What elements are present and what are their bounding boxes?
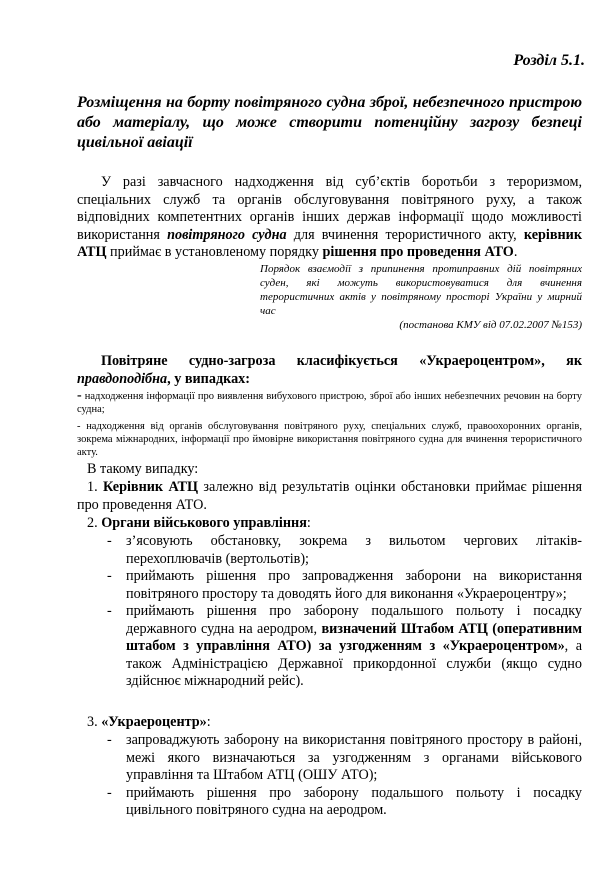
- intro-paragraph: [77, 174, 582, 262]
- intro-term-aircraft: повітряного судна: [167, 226, 287, 243]
- item-3-heading: [87, 714, 211, 732]
- list-item: [77, 533, 582, 568]
- item-3-bullets: [77, 732, 582, 820]
- bullet-text-pre: приймають рішення про заборону подальшого польоту і посадку державного судна на аеродром,: [126, 603, 582, 637]
- item-2-number: 2.: [87, 515, 98, 531]
- bullet-text-bold: визначений Штабом АТЦ (оперативним штабом з управління АТО) за узгодженням з «Украероцентром»: [126, 620, 582, 654]
- list-item: [77, 732, 582, 785]
- item-1-lead: Керівник АТЦ: [103, 479, 199, 495]
- item-2-bullets: [77, 533, 582, 691]
- intro-text-1: У разі завчасного надходження від суб’єктів боротьби з тероризмом, спеціальних служб та органів обслуговування повітряного руху, а також відповідних компетентних органів інших держав інформації щодо можливості використання: [77, 174, 582, 243]
- case-item-2: [77, 420, 582, 459]
- intro-text-end: .: [513, 244, 518, 260]
- classification-heading: [77, 352, 582, 388]
- legal-reference: [260, 262, 582, 332]
- intro-term-decision: рішення про проведення АТО: [322, 244, 514, 260]
- bullet-dash: -: [107, 568, 112, 584]
- bullet-dash: -: [107, 533, 112, 549]
- item-2-heading: [87, 515, 311, 533]
- case-dash: -: [77, 388, 82, 403]
- classification-lead: Повітряне судно-загроза класифікується «Украероцентром», як: [101, 353, 582, 369]
- section-title: Розміщення на борту повітряного судна зброї, небезпечного пристрою або матеріалу, що може створити потенційну загрозу безпеці цивільної авіації: [77, 94, 582, 151]
- classification-end: , у випадках:: [167, 371, 250, 387]
- reference-source: (постанова КМУ від 07.02.2007 №153): [399, 319, 582, 331]
- bullet-text: запроваджують заборону на використання повітряного простору в районі, межі якого визначаються за узгодженням з органами військового управління та Штабом АТЦ (ОШУ АТО);: [126, 732, 582, 783]
- item-3-colon: :: [206, 714, 211, 730]
- bullet-text-end: , а також Адміністрацією Державної прикордонної служби (якщо судно здійснює міжнародний рейс).: [126, 638, 582, 689]
- list-item: [77, 568, 582, 603]
- item-1-text: залежно від результатів оцінки обстановки приймає рішення про проведення АТО.: [77, 479, 583, 513]
- item-2-lead: Органи військового управління: [101, 515, 307, 531]
- item-2-colon: :: [306, 515, 311, 531]
- bullet-dash: -: [107, 603, 112, 619]
- intro-text-2: для вчинення терористичного акту,: [293, 226, 517, 243]
- bullet-dash: -: [107, 784, 112, 801]
- case-item-1: [77, 389, 582, 416]
- bullet-text: з’ясовують обстановку, зокрема з вильотом чергових літаків-перехоплювачів (вертольотів);: [126, 533, 582, 567]
- intro-term-head: керівник АТЦ: [77, 226, 583, 260]
- in-this-case: В такому випадку:: [87, 461, 199, 477]
- item-1: [77, 479, 582, 514]
- case-text: надходження інформації про виявлення вибухового пристрою, зброї або інших небезпечних речовин на борту судна;: [77, 391, 582, 415]
- classification-term: правдоподібна: [77, 371, 168, 387]
- bullet-text: приймають рішення про заборону подальшого польоту і посадку цивільного повітряного судна на аеродром.: [126, 784, 582, 818]
- item-3-number: 3.: [87, 714, 98, 730]
- bullet-text: приймають рішення про запровадження заборони на використання повітряного простору та доводять його для виконання «Украероцентру»;: [126, 568, 582, 602]
- reference-text: Порядок взаємодії з припинення протиправних дій повітряних суден, які можуть використовуватися для вчинення терористичних актів у повітряному просторі України у мирний час: [260, 263, 582, 317]
- case-dash: -: [77, 421, 81, 432]
- intro-text-3: приймає в установленому порядку: [110, 244, 319, 260]
- list-item: [77, 603, 582, 691]
- section-label: Розділ 5.1.: [513, 52, 585, 69]
- case-text: надходження від органів обслуговування повітряного руху, спеціальних служб, правоохоронних органів, зокрема міжнародних, інформації про ймовірне використання повітряного судна для вчинення терористичного акту.: [77, 421, 583, 458]
- bullet-dash: -: [107, 732, 112, 748]
- item-3-lead: «Украероцентр»: [101, 714, 207, 730]
- list-item: [77, 785, 582, 820]
- item-1-number: 1.: [87, 479, 98, 495]
